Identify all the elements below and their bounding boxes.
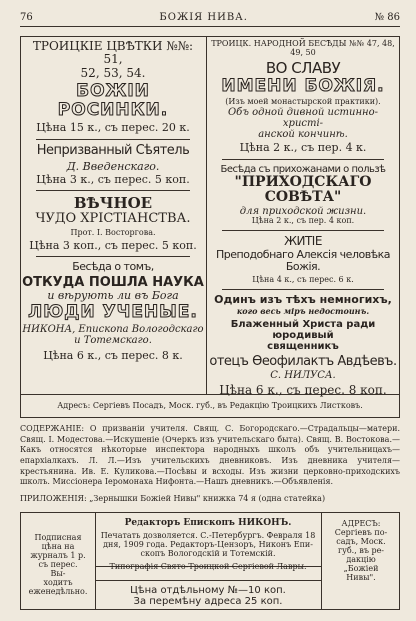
ad-line: Одинъ изъ тѣхъ немногихъ, xyxy=(214,293,392,307)
ad-price: Цѣна 6 к., съ перес. 8 коп. xyxy=(219,382,387,397)
price-line: Цѣна отдѣльному №—10 коп. xyxy=(130,585,286,596)
page-number: 76 xyxy=(20,11,33,23)
ad-separator xyxy=(222,159,384,160)
address-line: дакцію „Божіей xyxy=(343,554,379,573)
ad-series-title: ТРОИЦК. НАРОДНОЙ БЕСѢДЫ №№ 47, 48, 49, 50 xyxy=(211,39,395,57)
censor-note xyxy=(97,532,319,559)
ad-author: Д. Введенскаго. xyxy=(66,160,160,174)
redaction-address: Адресъ: Сергіевъ Посадъ, Моск. губ., въ Редакцію Троицкихъ Листковъ. xyxy=(57,401,363,410)
ad-title-line2: Преподобнаго Алексія человѣка Божія. xyxy=(216,247,390,273)
ad-price: Цѣна 2 к., съ пер. 4 коп. xyxy=(251,216,355,226)
footer-divider-left xyxy=(95,512,96,610)
left-ads-column xyxy=(22,40,204,362)
journal-title: БОЖІЯ НИВА. xyxy=(159,11,248,23)
column-divider xyxy=(206,36,207,394)
ad-description-line2: анской кончинѣ. xyxy=(258,129,348,141)
ad-separator xyxy=(222,230,384,231)
ad-title: ОТКУДА ПОШЛА НАУКА xyxy=(22,274,204,290)
ad-title: ЖИТІЕ xyxy=(284,234,322,249)
appendix-line: ПРИЛОЖЕНІЯ: „Зернышки Божіей Нивы" книжка 74 я (одна статейка) xyxy=(20,494,326,503)
table-of-contents: СОДЕРЖАНІЕ: О призваніи учителя. Свящ. С. Богородскаго.—Страдальцы—матери. Свящ. І. Модестова.—Искушеніе (Очеркъ изъ учительскаго быта). Свящ. В. Востокова.—Какъ относятся нѣкоторые инспектора народныхъ школъ объ учительницахъ—епархіалкахъ. Л. Л.—Изъ учительскихъ дневниковъ. Изъ дневника учителя—крестьянина. Ив. Е. Куликова.—Посѣвы и всходы. Изъ жизни церковно-приходскихъ школъ. Миссіонера Іеромонаха Нифонта.—Нашъ дневникъ.—Объявленія. xyxy=(20,424,400,487)
ad-title: отецъ Ѳеофилактъ Авдѣевъ. xyxy=(209,354,397,370)
ad-price: Цѣна 3 коп., съ перес. 5 коп. xyxy=(29,239,197,253)
ad-author-line2: и Тотемскаго. xyxy=(74,334,152,346)
address-line: АДРЕСЪ: xyxy=(341,519,381,528)
ad-line: Бесѣда о томъ, xyxy=(72,260,154,274)
ad-big-title: ЛЮДИ УЧЕНЫЕ. xyxy=(28,301,198,322)
address-line: Нивы". xyxy=(346,572,376,582)
printer-line: Типографія Свято-Троицкой Сергіевой Лавры. xyxy=(109,561,307,571)
ad-line: Блаженный Христа ради юродивый xyxy=(230,318,376,341)
ad-title: ВѢЧНОЕ xyxy=(73,193,153,212)
ad-big-title: БОЖІИ РОСИНКИ. xyxy=(57,81,169,121)
subscription-line: Вы- xyxy=(50,568,66,578)
ad-vo-slavu xyxy=(208,40,398,155)
ad-line: и вѣрують ли въ Бога xyxy=(47,289,179,303)
ad-separator xyxy=(36,139,190,140)
subscription-line: ходитъ xyxy=(43,577,73,587)
subscription-line: съ перес. xyxy=(38,559,78,569)
ad-separator xyxy=(36,190,190,191)
editor-block xyxy=(97,518,319,572)
ad-otec-feofilakt xyxy=(208,294,398,397)
subscription-info xyxy=(26,534,90,597)
ad-series-title: ТРОИЦКІЕ ЦВѢТКИ №№: 51, xyxy=(32,39,194,67)
footer-divider-right xyxy=(321,512,322,610)
ad-big-title: ИМЕНИ БОЖІЯ. xyxy=(221,75,385,96)
mailing-address xyxy=(328,520,394,583)
subscription-line: журналъ 1 р. xyxy=(30,550,86,560)
censor-line: дня, 1909 года. Редакторъ-Цензоръ, Никонъ Епи- xyxy=(103,540,313,550)
ad-price: Цѣна 6 к., съ перес. 8 к. xyxy=(43,349,183,363)
subscription-line: еженедѣльно. xyxy=(28,586,88,596)
issue-number: № 86 xyxy=(374,11,400,23)
ad-separator xyxy=(222,289,384,290)
price-line: За перемѣну адреса 25 коп. xyxy=(133,596,283,608)
address-line: Сергіевъ по- xyxy=(334,527,388,537)
subscription-line: цѣна на xyxy=(41,541,75,551)
ad-neprizvanny-seyatel xyxy=(22,144,204,186)
ad-separator xyxy=(36,256,190,257)
ad-title: "ПРИХОДСКАГО СОВѢТА" xyxy=(234,173,372,206)
address-line: губ., въ ре- xyxy=(337,545,385,555)
ad-title: Непризванный Сѣятель xyxy=(36,142,190,158)
subscription-line: Подписная xyxy=(34,533,82,542)
address-line: садъ, Моск. xyxy=(336,536,386,546)
ad-line: Бесѣда съ прихожанами о пользѣ xyxy=(220,163,386,175)
ad-title-line2: ЧУДО ХРІСТІАНСТВА. xyxy=(35,210,191,226)
ad-bozhii-rosinki xyxy=(22,40,204,135)
ad-author: Прот. І. Восторгова. xyxy=(70,228,156,238)
ad-title: ВО СЛАВУ xyxy=(265,58,341,77)
ad-line: для приходской жизни. xyxy=(239,206,367,218)
ad-otkuda-nauka xyxy=(22,261,204,362)
ad-series-numbers: 52, 53, 54. xyxy=(80,65,146,80)
ad-subtitle: (Изъ моей монастырской практики). xyxy=(225,96,381,106)
right-ads-column xyxy=(208,40,398,397)
header-rule xyxy=(20,26,400,27)
ad-vechnoe-chudo xyxy=(22,195,204,253)
ad-author: НИКОНА, Епископа Вологодскаго xyxy=(22,323,204,335)
page-header xyxy=(20,10,400,24)
ad-line: священникъ xyxy=(267,340,339,352)
ad-price: Цѣна 4 к., съ перес. 6 к. xyxy=(252,275,354,285)
ad-price: Цѣна 15 к., съ перес. 20 к. xyxy=(36,121,190,135)
footer-rule xyxy=(95,580,321,581)
ad-price: Цѣна 3 к., съ перес. 5 коп. xyxy=(36,172,190,186)
ad-zhitie xyxy=(208,235,398,285)
editor-title: Редакторъ Епископъ НИКОНЪ. xyxy=(124,518,292,528)
ad-line: кого весь міръ недостоинъ. xyxy=(236,305,370,316)
issue-price xyxy=(97,585,319,607)
censor-line: скопъ Вологодскій и Тотемскій. xyxy=(140,548,276,558)
censor-line: Печатать дозволяется. С.-Петербургъ. Февраля 18 xyxy=(100,531,316,541)
ad-author: С. НИЛУСА. xyxy=(270,369,336,381)
ad-price: Цѣна 2 к., съ пер. 4 к. xyxy=(239,141,367,155)
ad-prihodskago-soveta xyxy=(208,164,398,227)
ad-description: Объ одной дивной истинно-христі- xyxy=(227,106,379,129)
